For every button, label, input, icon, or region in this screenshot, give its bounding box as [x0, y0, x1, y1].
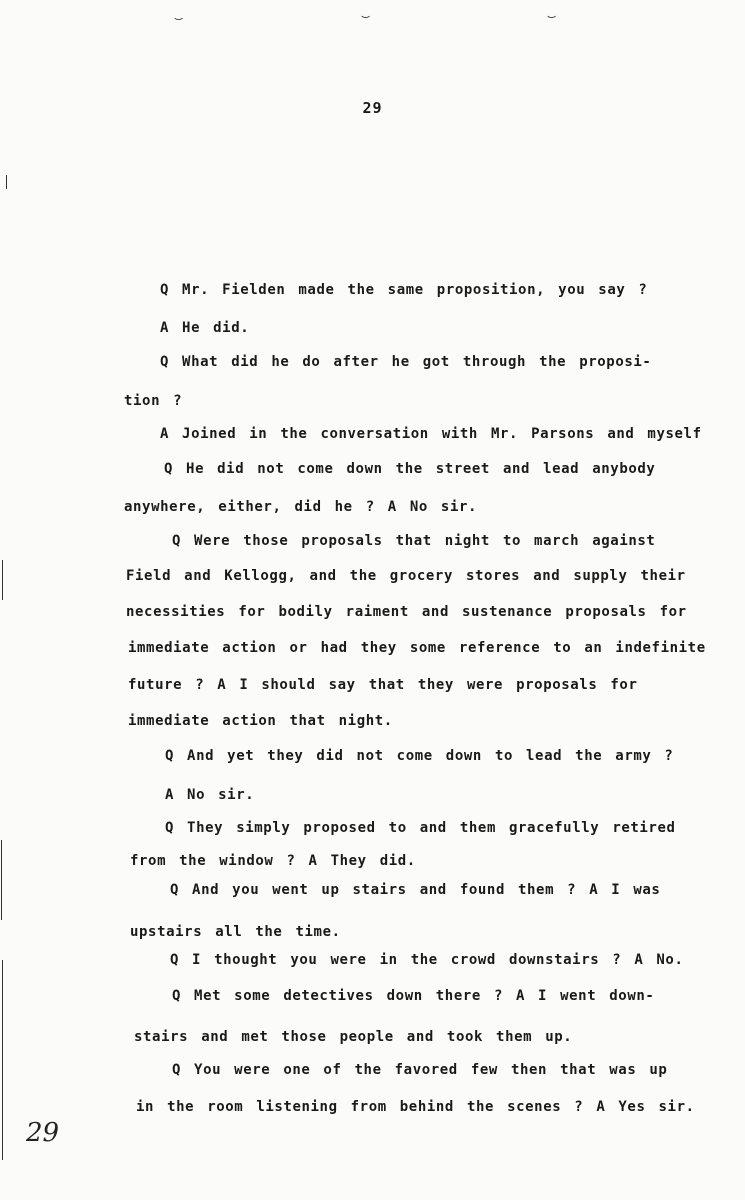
text-line: Q Met some detectives down there ? A I went down- — [172, 988, 655, 1004]
text-line: in the room listening from behind the scenes ? A Yes sir. — [136, 1099, 695, 1115]
text-line: Q Were those proposals that night to march against — [172, 533, 656, 549]
text-line: future ? A I should say that they were proposals for — [128, 677, 638, 693]
text-line: A He did. — [160, 320, 250, 336]
scan-mark: ‿ — [548, 4, 556, 18]
scan-edge-mark — [1, 840, 2, 920]
scan-mark: ‿ — [175, 6, 183, 20]
text-line: Q What did he do after he got through the proposi- — [160, 354, 652, 370]
scan-edge-mark — [6, 175, 7, 189]
text-line: Q I thought you were in the crowd downstairs ? A No. — [170, 952, 684, 968]
scan-edge-mark — [2, 960, 3, 1160]
text-line: Q He did not come down the street and lead anybody — [164, 461, 656, 477]
text-line: Q Mr. Fielden made the same proposition, you say ? — [160, 282, 648, 298]
text-line: immediate action that night. — [128, 713, 393, 729]
text-line: A Joined in the conversation with Mr. Parsons and myself — [160, 426, 702, 442]
text-line: A No sir. — [165, 787, 255, 803]
text-line: Q And you went up stairs and found them ? A I was — [170, 882, 661, 898]
text-line: Q You were one of the favored few then that was up — [172, 1062, 668, 1078]
text-line: immediate action or had they some reference to an indefinite — [128, 640, 706, 656]
scan-edge-mark — [2, 560, 3, 600]
text-line: necessities for bodily raiment and sustenance proposals for — [126, 604, 687, 620]
page-number: 29 — [362, 99, 383, 117]
text-line: Field and Kellogg, and the grocery stores and supply their — [126, 568, 686, 584]
text-line: stairs and met those people and took them up. — [134, 1029, 573, 1045]
text-line: anywhere, either, did he ? A No sir. — [124, 499, 478, 515]
handwritten-page-number: 29 — [26, 1118, 60, 1148]
text-line: Q And yet they did not come down to lead the army ? — [165, 748, 674, 764]
text-line: tion ? — [124, 393, 183, 409]
scan-mark: ‿ — [362, 4, 370, 18]
text-line: from the window ? A They did. — [130, 853, 416, 869]
text-line: upstairs all the time. — [130, 924, 341, 940]
text-line: Q They simply proposed to and them gracefully retired — [165, 820, 676, 836]
